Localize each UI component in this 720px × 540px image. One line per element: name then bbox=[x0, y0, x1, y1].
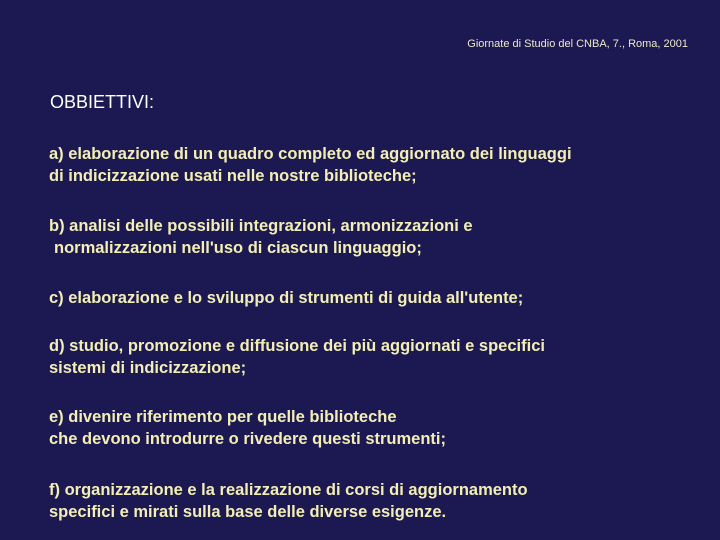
objective-b-line-2: normalizzazioni nell'uso di ciascun linguaggio; bbox=[54, 239, 422, 257]
objective-b-line-1: b) analisi delle possibili integrazioni, armonizzazioni e bbox=[49, 217, 473, 235]
objective-e-line-2: che devono introdurre o rivedere questi strumenti; bbox=[49, 430, 446, 448]
objective-a-line-1: a) elaborazione di un quadro completo ed aggiornato dei linguaggi bbox=[49, 145, 572, 163]
objective-d-line-1: d) studio, promozione e diffusione dei più aggiornati e specifici bbox=[49, 337, 545, 355]
objective-f-line-1: f) organizzazione e la realizzazione di corsi di aggiornamento bbox=[49, 481, 528, 499]
objective-f bbox=[49, 479, 528, 523]
objective-f-line-2: specifici e mirati sulla base delle diverse esigenze. bbox=[49, 503, 447, 521]
slide-title: OBBIETTIVI: bbox=[50, 92, 155, 112]
objective-a-line-2: di indicizzazione usati nelle nostre biblioteche; bbox=[49, 167, 417, 185]
objective-d-line-2: sistemi di indicizzazione; bbox=[49, 359, 247, 377]
objective-c-line-1: c) elaborazione e lo sviluppo di strumenti di guida all'utente; bbox=[49, 289, 524, 307]
objective-b bbox=[49, 215, 473, 259]
conference-citation: Giornate di Studio del CNBA, 7., Roma, 2001 bbox=[467, 38, 688, 50]
objective-d bbox=[49, 335, 545, 379]
objective-a bbox=[49, 143, 572, 187]
objective-e bbox=[49, 406, 446, 450]
objective-c bbox=[49, 287, 523, 309]
objective-e-line-1: e) divenire riferimento per quelle biblioteche bbox=[49, 408, 397, 426]
